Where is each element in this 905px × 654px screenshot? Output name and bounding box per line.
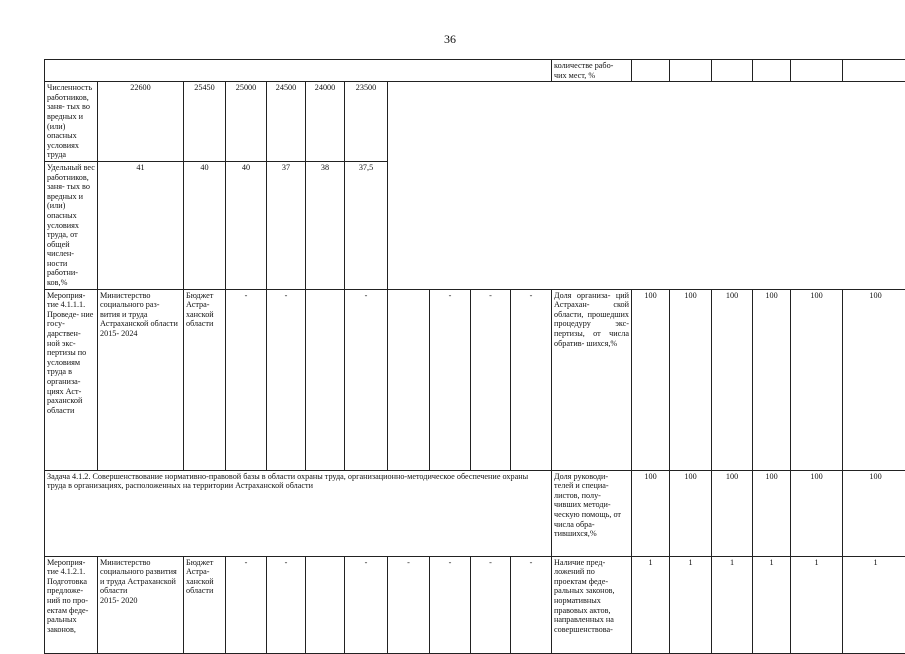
indicator-cell: Численность работников, заня- тых во вредных и (или) опасных условиях труда [45, 82, 98, 162]
value-cell: 25450 [184, 82, 226, 162]
executor-cell: Министерство социального развития и труда Астраханской области 2015- 2020 [98, 556, 184, 653]
value-cell: 100 [632, 470, 670, 556]
value-cell: 22600 [98, 82, 184, 162]
value-cell: 1 [791, 556, 843, 653]
value-cell: 100 [712, 289, 753, 470]
dash-cell: - [226, 556, 267, 653]
indicator-cell: Наличие пред- ложений по проектам феде- ральных законов, нормативных правовых актов, направленных на совершенствова- [552, 556, 632, 653]
value-cell: 100 [791, 289, 843, 470]
value-cell: 41 [98, 161, 184, 289]
value-cell: 24000 [306, 82, 345, 162]
value-cell: 100 [753, 289, 791, 470]
value-cell: 1 [712, 556, 753, 653]
value-cell: 1 [843, 556, 905, 653]
table-row [45, 470, 905, 556]
table-row [45, 556, 905, 653]
table-row [45, 289, 905, 470]
dash-cell: - [430, 556, 471, 653]
value-cell: 38 [306, 161, 345, 289]
dash-cell: - [345, 556, 388, 653]
value-cell: 100 [843, 289, 905, 470]
dash-cell: - [430, 289, 471, 470]
indicator-cell: Удельный вес работников, заня- тых во вредных и (или) опасных условиях труда, от общей числен- ности работни- ков,% [45, 161, 98, 289]
executor-cell: Министерство социального раз- вития и труда Астраханской области 2015- 2024 [98, 289, 184, 470]
dash-cell: - [471, 289, 511, 470]
dash-cell: - [388, 556, 430, 653]
value-cell: 23500 [345, 82, 388, 162]
dash-cell: - [226, 289, 267, 470]
value-cell: 100 [670, 289, 712, 470]
value-cell: 40 [226, 161, 267, 289]
dash-cell: - [511, 556, 552, 653]
value-cell: 100 [843, 470, 905, 556]
table-row [45, 82, 905, 162]
page-number: 36 [430, 32, 470, 47]
value-cell: 40 [184, 161, 226, 289]
value-cell: 100 [670, 470, 712, 556]
indicator-cell: Доля организа- ций Астрахан- ской области, прошедших процедуру экс- пертизы, от числа обратив- шихся,% [552, 289, 632, 470]
value-cell: 24500 [267, 82, 306, 162]
table-row [45, 60, 905, 82]
value-cell: 1 [632, 556, 670, 653]
program-table [44, 59, 905, 654]
value-cell: 100 [791, 470, 843, 556]
value-cell: 25000 [226, 82, 267, 162]
value-cell: 100 [632, 289, 670, 470]
empty-span-cell [45, 60, 552, 82]
value-cell: 1 [753, 556, 791, 653]
dash-cell: - [267, 289, 306, 470]
value-cell: 100 [712, 470, 753, 556]
value-cell: 37 [267, 161, 306, 289]
dash-cell: - [345, 289, 388, 470]
dash-cell: - [511, 289, 552, 470]
dash-cell: - [267, 556, 306, 653]
value-cell: 1 [670, 556, 712, 653]
task-cell: Задача 4.1.2. Совершенствование нормативно-правовой базы в области охраны труда, организационно-методическое обеспечение охраны труда в организациях, расположенных на территории Астраханской области [45, 470, 552, 556]
measure-cell: Мероприя- тие 4.1.2.1. Подготовка предложе- ний по про- ектам феде- ральных законов, [45, 556, 98, 653]
table-row [45, 161, 905, 289]
measure-cell: Мероприя- тие 4.1.1.1. Проведе- ние госу- дарствен- ной экс- пертизы по условиям труда в организа- циях Аст- раханской области [45, 289, 98, 470]
funding-source-cell: Бюджет Астра- ханской области [184, 289, 226, 470]
value-cell: 37,5 [345, 161, 388, 289]
indicator-cell: количестве рабо- чих мест, % [552, 60, 632, 82]
funding-source-cell: Бюджет Астра- ханской области [184, 556, 226, 653]
indicator-cell: Доля руководи- телей и специа- листов, полу- чивших методи- ческую помощь, от числа обра- тившихся,% [552, 470, 632, 556]
dash-cell: - [471, 556, 511, 653]
value-cell: 100 [753, 470, 791, 556]
